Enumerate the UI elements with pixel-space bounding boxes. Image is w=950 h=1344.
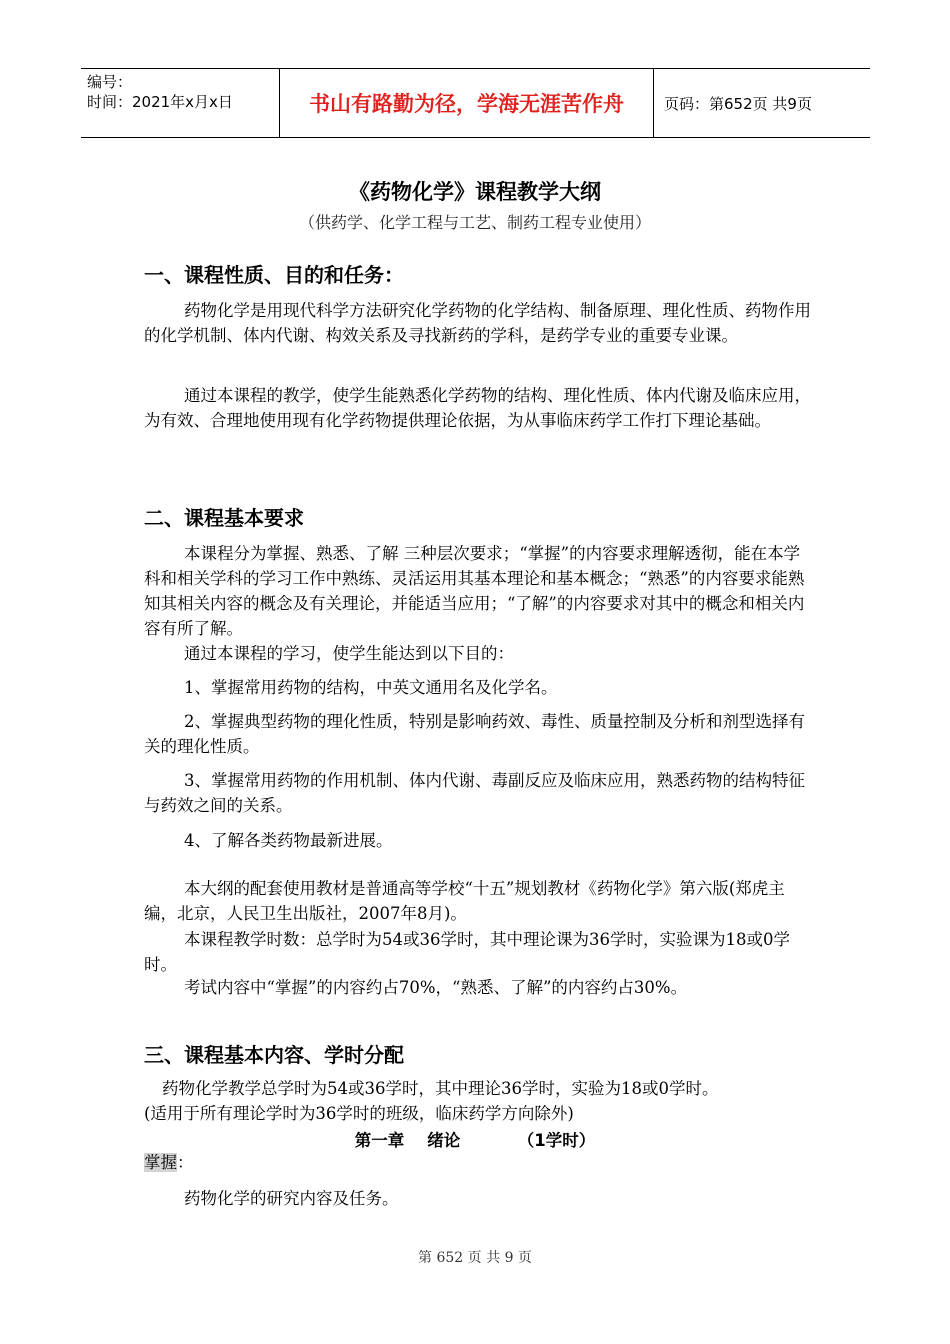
paragraph-hours: 本课程教学时数：总学时为54或36学时，其中理论课为36学时，实验课为18或0学时。 (144, 930, 790, 974)
paragraph-definition: 药物化学是用现代科学方法研究化学药物的化学结构、制备原理、理化性质、药物作用的化学机制、体内代谢、构效关系及寻找新药的学科，是药学专业的重要专业课。 (144, 301, 811, 345)
goal-item-1: 1、掌握常用药物的结构，中英文通用名及化学名。 (184, 678, 558, 697)
paragraph-applicability: (适用于所有理论学时为36学时的班级，临床药学方向除外) (144, 1104, 574, 1123)
section-heading-content: 三、课程基本内容、学时分配 (144, 1043, 404, 1067)
document-date: 时间：2021年x月x日 (87, 93, 233, 111)
document-number-label: 编号： (87, 73, 133, 91)
section-heading-requirements: 二、课程基本要求 (144, 506, 304, 530)
chapter-heading: 第一章 绪论 （1学时） (354, 1131, 596, 1150)
header-info-cell (81, 69, 280, 137)
document-title: 《药物化学》课程教学大纲 (349, 180, 601, 204)
master-label-colon: ： (177, 1153, 194, 1172)
header-page-info: 页码：第652页 共9页 (664, 94, 812, 113)
goal-item-2: 2、掌握典型药物的理化性质，特别是影响药效、毒性、质量控制及分析和剂型选择有关的理化性质。 (144, 712, 805, 756)
master-label: 掌握 (144, 1153, 177, 1172)
paragraph-exam: 考试内容中“掌握”的内容约占70%，“熟悉、了解”的内容约占30%。 (184, 978, 688, 997)
document-subtitle: （供药学、化学工程与工艺、制药工程专业使用） (298, 213, 651, 232)
header-motto: 书山有路勤为径，学海无涯苦作舟 (280, 69, 654, 137)
paragraph-textbook: 本大纲的配套使用教材是普通高等学校“十五”规划教材《药物化学》第六版(郑虎主编，北京，人民卫生出版社，2007年8月)。 (144, 879, 785, 923)
master-item: 药物化学的研究内容及任务。 (184, 1189, 399, 1208)
section-heading-nature: 一、课程性质、目的和任务： (144, 263, 404, 287)
document-header (81, 68, 870, 138)
master-label-line (144, 1150, 814, 1175)
page-footer: 第 652 页 共 9 页 (418, 1250, 532, 1266)
paragraph-purpose: 通过本课程的教学，使学生能熟悉化学药物的结构、理化性质、体内代谢及临床应用，为有效、合理地使用现有化学药物提供理论依据，为从事临床药学工作打下理论基础。 (144, 386, 811, 430)
goal-item-3: 3、掌握常用药物的作用机制、体内代谢、毒副反应及临床应用，熟悉药物的结构特征与药效之间的关系。 (144, 771, 805, 815)
goal-item-4: 4、了解各类药物最新进展。 (184, 831, 393, 850)
paragraph-total-hours: 药物化学教学总学时为54或36学时，其中理论36学时，实验为18或0学时。 (162, 1079, 719, 1098)
paragraph-levels: 本课程分为掌握、熟悉、了解 三种层次要求；“掌握”的内容要求理解透彻，能在本学科和相关学科的学习工作中熟练、灵活运用其基本理论和基本概念；“熟悉”的内容要求能熟知其相关内容的概念及有关理论，并能适当应用；“了解”的内容要求对其中的概念和相关内容有所了解。 (144, 544, 805, 638)
paragraph-goals-intro: 通过本课程的学习，使学生能达到以下目的： (184, 644, 514, 663)
